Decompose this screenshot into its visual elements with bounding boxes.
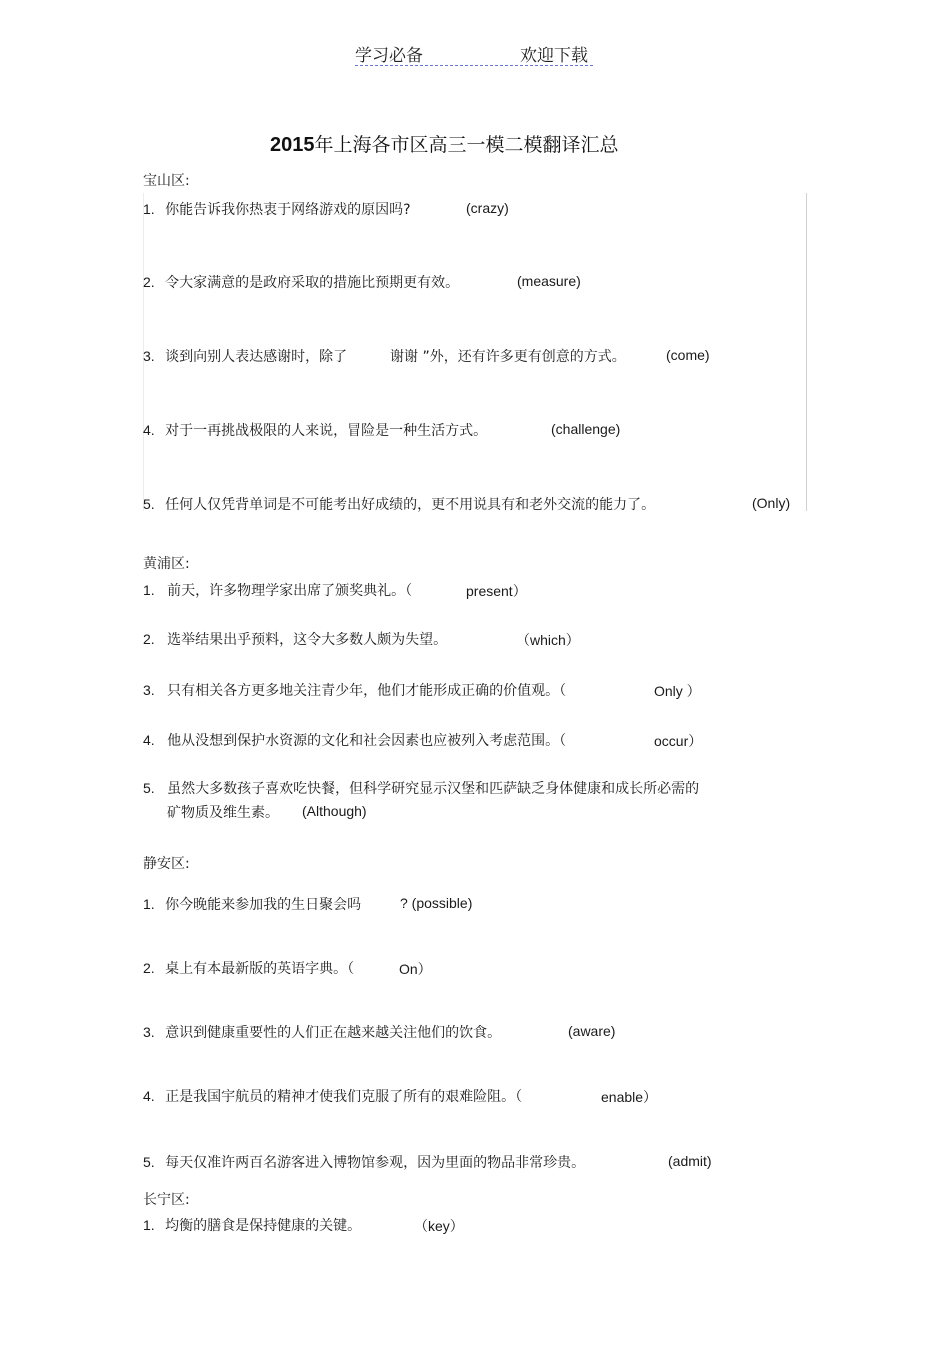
item-number: 3. bbox=[143, 348, 155, 364]
item-text: 对于一再挑战极限的人来说，冒险是一种生活方式。 bbox=[165, 423, 488, 439]
item-keyword: (aware) bbox=[568, 1023, 616, 1039]
item-text: 桌上有本最新版的英语字典。（ bbox=[165, 961, 355, 977]
list-item bbox=[143, 778, 699, 798]
section-heading-jingan: 静安区: bbox=[143, 856, 190, 872]
item-number: 5. bbox=[143, 780, 155, 796]
list-item bbox=[143, 894, 361, 914]
section-heading-huangpu: 黄浦区: bbox=[143, 556, 190, 572]
section-heading-changning: 长宁区: bbox=[143, 1192, 190, 1208]
list-item bbox=[143, 730, 566, 750]
item-number: 1. bbox=[143, 896, 155, 912]
item-keyword: (measure) bbox=[517, 273, 581, 289]
list-item bbox=[143, 958, 354, 978]
item-number: 2. bbox=[143, 631, 155, 647]
item-number: 5. bbox=[143, 496, 155, 512]
item-keyword: present） bbox=[466, 583, 527, 599]
item-number: 1. bbox=[143, 582, 155, 598]
title-year: 2015 bbox=[270, 134, 315, 156]
item-text: 虽然大多数孩子喜欢吃快餐，但科学研究显示汉堡和匹萨缺乏身体健康和成长所必需的 bbox=[167, 781, 700, 797]
item-text: 谈到向别人表达感谢时，除了 bbox=[165, 349, 348, 365]
item-text: 意识到健康重要性的人们正在越来越关注他们的饮食。 bbox=[165, 1025, 502, 1041]
item-number: 2. bbox=[143, 274, 155, 290]
item-keyword: ? (possible) bbox=[400, 895, 473, 911]
item-number: 1. bbox=[143, 1217, 155, 1233]
item-keyword: occur） bbox=[654, 733, 703, 749]
list-item bbox=[143, 1086, 522, 1106]
list-item bbox=[143, 420, 487, 440]
list-item bbox=[143, 629, 447, 649]
item-text: 选举结果出乎预料，这令大多数人颇为失望。 bbox=[167, 632, 448, 648]
item-number: 5. bbox=[143, 1154, 155, 1170]
item-number: 4. bbox=[143, 1088, 155, 1104]
list-item bbox=[143, 1215, 361, 1235]
list-item bbox=[143, 494, 655, 514]
item-text: 令大家满意的是政府采取的措施比预期更有效。 bbox=[165, 275, 460, 291]
list-item bbox=[143, 1152, 585, 1172]
item-keyword: (Although) bbox=[302, 803, 367, 819]
item-text-continued: 矿物质及维生素。 bbox=[167, 805, 279, 821]
list-item bbox=[143, 272, 459, 292]
header-left: 学习必备 bbox=[355, 46, 423, 66]
item-keyword: (come) bbox=[666, 347, 710, 363]
item-number: 4. bbox=[143, 732, 155, 748]
list-item bbox=[143, 580, 412, 600]
list-item bbox=[143, 1022, 501, 1042]
list-item bbox=[143, 680, 566, 700]
item-number: 2. bbox=[143, 960, 155, 976]
item-keyword: (admit) bbox=[668, 1153, 712, 1169]
page-title bbox=[270, 130, 619, 157]
item-keyword: (Only) bbox=[752, 495, 791, 511]
item-text: 你能告诉我你热衷于网络游戏的原因吗? bbox=[165, 202, 411, 218]
item-text-continued: 谢谢 ”外，还有许多更有创意的方式。 bbox=[390, 349, 626, 365]
title-text: 年上海各市区高三一模二模翻译汇总 bbox=[314, 134, 619, 156]
item-keyword: On） bbox=[399, 961, 432, 977]
item-text: 任何人仅凭背单词是不可能考出好成绩的，更不用说具有和老外交流的能力了。 bbox=[165, 497, 656, 513]
item-number: 3. bbox=[143, 1024, 155, 1040]
item-keyword: (crazy) bbox=[466, 200, 509, 216]
item-number: 3. bbox=[143, 682, 155, 698]
right-border-line bbox=[806, 193, 807, 511]
list-item bbox=[143, 199, 411, 219]
item-text: 他从没想到保护水资源的文化和社会因素也应被列入考虑范围。（ bbox=[167, 733, 567, 749]
item-keyword: （which） bbox=[516, 632, 580, 648]
item-text: 正是我国宇航员的精神才使我们克服了所有的艰难险阻。（ bbox=[165, 1089, 523, 1105]
item-number: 4. bbox=[143, 422, 155, 438]
item-text: 每天仅准许两百名游客进入博物馆参观，因为里面的物品非常珍贵。 bbox=[165, 1155, 586, 1171]
item-keyword: (challenge) bbox=[551, 421, 621, 437]
item-keyword: enable） bbox=[601, 1089, 658, 1105]
item-text: 你今晚能来参加我的生日聚会吗 bbox=[165, 897, 362, 913]
item-keyword: （key） bbox=[414, 1218, 464, 1234]
item-keyword: Only ） bbox=[654, 683, 701, 699]
item-text: 前天，许多物理学家出席了颁奖典礼。（ bbox=[167, 583, 413, 599]
item-text: 均衡的膳食是保持健康的关键。 bbox=[165, 1218, 362, 1234]
list-item bbox=[143, 346, 347, 366]
header-right: 欢迎下载 bbox=[520, 46, 588, 66]
item-text: 只有相关各方更多地关注青少年，他们才能形成正确的价值观。（ bbox=[167, 683, 567, 699]
section-heading-baoshan: 宝山区: bbox=[143, 173, 190, 189]
header-dashed-underline bbox=[355, 65, 593, 66]
item-number: 1. bbox=[143, 201, 155, 217]
